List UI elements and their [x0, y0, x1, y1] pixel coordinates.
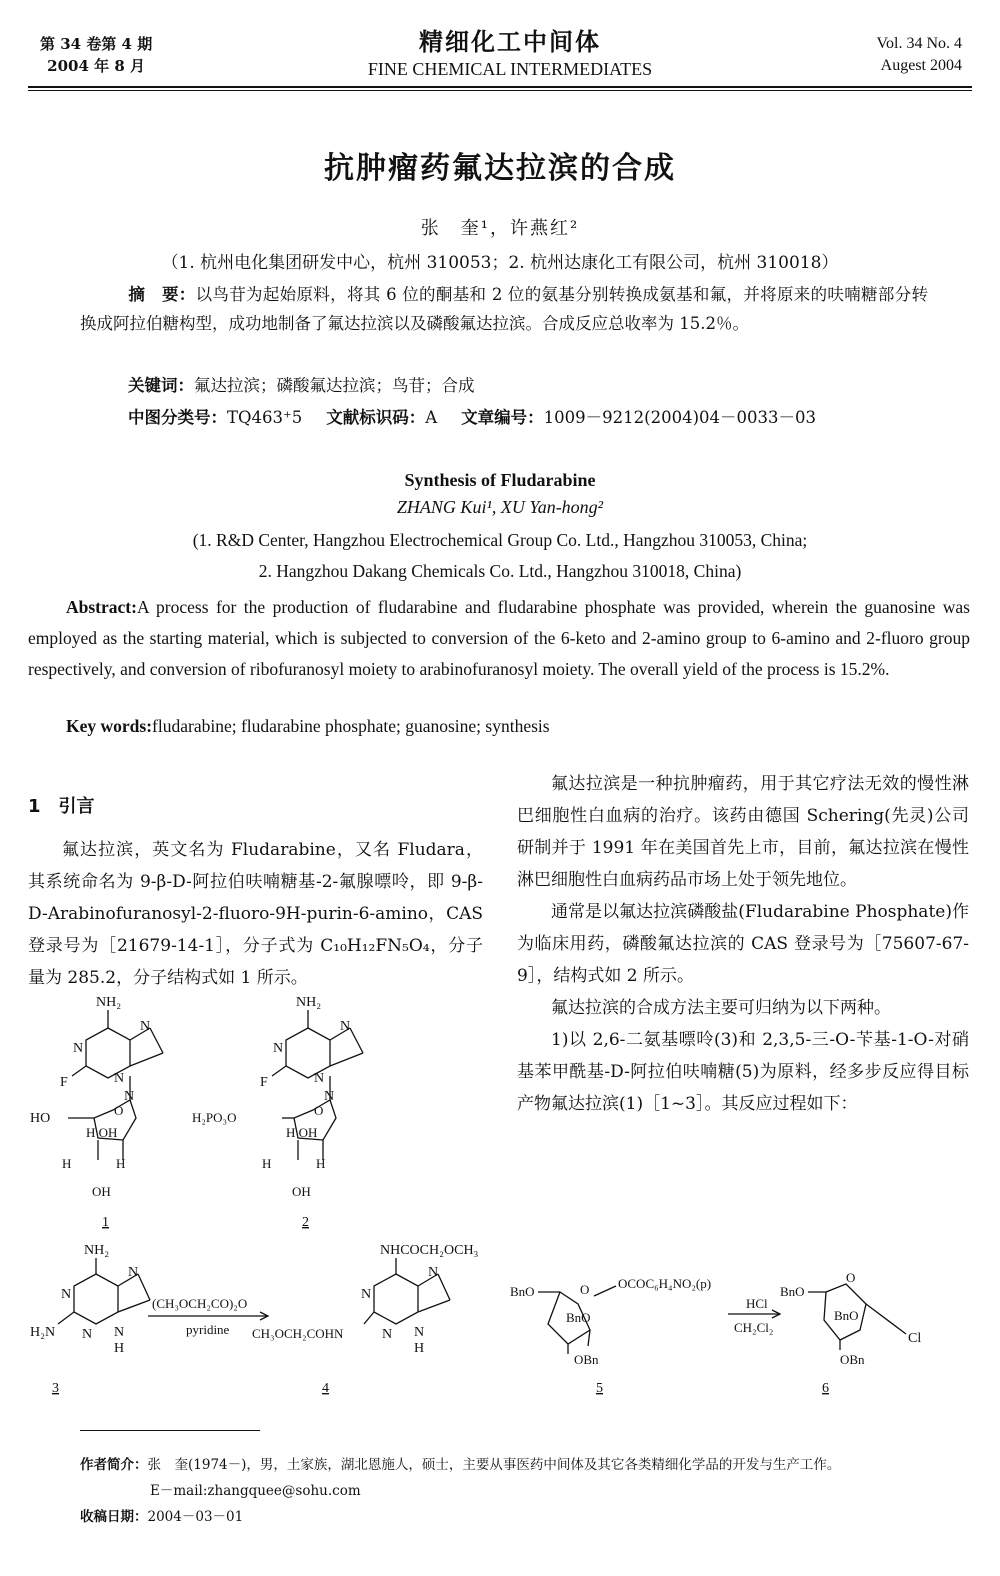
svg-text:O: O — [580, 1282, 590, 1297]
structure-4-label: 4 — [322, 1381, 329, 1396]
svg-text:N: N — [340, 1019, 351, 1034]
section-heading: 1 引言 — [28, 796, 95, 817]
structure-4 — [252, 1243, 479, 1396]
footnote-rule — [80, 1430, 260, 1431]
svg-text:H: H — [116, 1156, 126, 1171]
keywords-cn: 关键词：氟达拉滨；磷酸氟达拉滨；鸟苷；合成 — [128, 376, 475, 395]
svg-text:pyridine: pyridine — [186, 1322, 230, 1337]
en-affiliation-1: (1. R&D Center, Hangzhou Electrochemical Group Co. Ltd., Hangzhou 310053, China; — [192, 530, 808, 550]
svg-text:H: H — [62, 1156, 72, 1171]
svg-text:HCl: HCl — [746, 1296, 768, 1311]
svg-text:N: N — [382, 1327, 393, 1342]
structure-1 — [30, 995, 163, 1230]
svg-text:H: H — [316, 1156, 326, 1171]
en-affiliation-2: 2. Hangzhou Dakang Chemicals Co. Ltd., Hangzhou 310018, China) — [258, 561, 742, 581]
author-bio: 作者简介：张 奎(1974－)，男，土家族，湖北恩施人，硕士，主要从事医药中间体及其它各类精细化学品的开发与生产工作。 — [80, 1457, 841, 1473]
svg-text:N: N — [428, 1265, 439, 1280]
en-keywords: Key words:fludarabine; fludarabine phosphate; guanosine; synthesis — [66, 716, 550, 736]
structure-1-label: 1 — [102, 1215, 109, 1230]
left-column — [28, 834, 483, 994]
affiliations: （1. 杭州电化集团研发中心，杭州 310053；2. 杭州达康化工有限公司，杭州 310018） — [161, 253, 839, 273]
svg-text:H₂PO₃O: H₂PO₃O — [192, 1110, 237, 1125]
svg-text:HO: HO — [30, 1111, 51, 1126]
svg-text:H₂N: H₂N — [30, 1325, 56, 1340]
svg-text:F: F — [60, 1075, 68, 1090]
paper-title: 抗肿瘤药氟达拉滨的合成 — [324, 151, 676, 186]
authors: 张 奎¹，许燕红² — [420, 218, 580, 239]
svg-text:N: N — [361, 1287, 372, 1302]
reaction-arrow-2 — [728, 1296, 780, 1335]
header-rule-thin — [28, 90, 972, 91]
svg-text:OH: OH — [92, 1184, 111, 1199]
svg-text:OCOC₆H₄NO₂(p): OCOC₆H₄NO₂(p) — [618, 1276, 712, 1291]
svg-text:Cl: Cl — [908, 1331, 922, 1346]
structure-2-label: 2 — [302, 1215, 309, 1230]
abstract-cn — [80, 280, 928, 338]
svg-text:CH₂Cl₂: CH₂Cl₂ — [734, 1320, 774, 1335]
right-paragraph-3: 氟达拉滨的合成方法主要可归纳为以下两种。 — [551, 998, 891, 1018]
author-email: E－mail:zhangquee@sohu.com — [150, 1483, 361, 1499]
svg-text:N: N — [61, 1287, 72, 1302]
svg-text:OBn: OBn — [840, 1352, 865, 1367]
structure-6-label: 6 — [822, 1381, 829, 1396]
structure-3 — [30, 1243, 150, 1396]
svg-text:NH₂: NH₂ — [84, 1243, 110, 1258]
journal-title-en: FINE CHEMICAL INTERMEDIATES — [367, 59, 653, 79]
svg-text:O: O — [114, 1103, 124, 1118]
header-issue: 第 34 卷第 4 期 2004 年 8 月 — [40, 35, 153, 75]
structure-3-label: 3 — [52, 1381, 59, 1396]
right-paragraph-1: 氟达拉滨是一种抗肿瘤药，用于其它疗法无效的慢性淋巴细胞性白血病的治疗。该药由德国 Schering(先灵)公司研制并于 1991 年在美国首先上市，目前，氟达拉滨在慢性淋巴细胞性白血病药品市场上处于领先地位。 — [517, 774, 969, 890]
en-authors: ZHANG Kui¹, XU Yan-hong² — [396, 497, 604, 517]
header-volume: Vol. 34 No. 4 Augest 2004 — [876, 35, 962, 74]
received-date: 收稿日期：2004－03－01 — [80, 1509, 244, 1525]
svg-text:N: N — [273, 1041, 284, 1056]
right-column — [517, 768, 969, 1120]
svg-text:F: F — [260, 1075, 268, 1090]
en-abstract: Abstract:A process for the production of fludarabine and fludarabine phosphate was provided, wherein the guanosine was employed as the starting material, which is subjected to conversion of the 6-keto and 2-amino group to 6-amino and 2-fluoro group respectively, and conversion of ribofuranosyl moiety to arabinofuranosyl moiety. The overall yield of the process is 15.2%. — [28, 597, 970, 679]
journal-title-cn: 精细化工中间体 — [419, 27, 601, 56]
svg-text:BnO: BnO — [510, 1284, 535, 1299]
structure-2 — [192, 995, 363, 1230]
svg-text:OH: OH — [292, 1184, 311, 1199]
svg-text:H: H — [262, 1156, 272, 1171]
classification: 中图分类号：TQ463⁺5 文献标识码：A 文章编号：1009－9212(2004)04－0033－03 — [128, 408, 816, 427]
svg-text:H OH: H OH — [86, 1125, 118, 1140]
svg-text:CH₃OCH₂COHN: CH₃OCH₂COHN — [252, 1326, 344, 1341]
svg-text:N: N — [114, 1325, 125, 1340]
svg-text:(CH₃OCH₂CO)₂O: (CH₃OCH₂CO)₂O — [152, 1296, 248, 1311]
svg-text:H OH: H OH — [286, 1125, 318, 1140]
svg-text:NH₂: NH₂ — [96, 995, 122, 1010]
svg-text:N: N — [114, 1071, 125, 1086]
abstract-cn-text: 以鸟苷为起始原料，将其 6 位的酮基和 2 位的氨基分别转换成氨基和氟，并将原来的呋喃糖部分转换成阿拉伯糖构型，成功地制备了氟达拉滨以及磷酸氟达拉滨。合成反应总收率为 15.2％。 — [80, 285, 929, 333]
svg-text:BnO: BnO — [834, 1308, 859, 1323]
svg-text:NH₂: NH₂ — [296, 995, 322, 1010]
svg-text:N: N — [314, 1071, 325, 1086]
svg-text:H: H — [414, 1341, 425, 1356]
structure-6 — [780, 1270, 921, 1396]
en-title: Synthesis of Fludarabine — [404, 470, 596, 490]
svg-text:O: O — [846, 1270, 856, 1285]
svg-text:OBn: OBn — [574, 1352, 599, 1367]
svg-text:BnO: BnO — [780, 1284, 805, 1299]
structures-1-2 — [28, 990, 508, 1230]
svg-text:BnO: BnO — [566, 1310, 591, 1325]
svg-text:H: H — [114, 1341, 125, 1356]
svg-text:N: N — [140, 1019, 151, 1034]
right-paragraph-4: 1)以 2,6-二氨基嘌呤(3)和 2,3,5-三-O-苄基-1-O-对硝基苯甲酰基-D-阿拉伯呋喃糖(5)为原料，经多步反应得目标产物氟达拉滨(1)［1~3］。其反应过程如下： — [517, 1030, 969, 1114]
svg-text:NHCOCH₂OCH₃: NHCOCH₂OCH₃ — [380, 1243, 479, 1258]
left-paragraph: 氟达拉滨，英文名为 Fludarabine，又名 Fludara，其系统命名为 9-β-D-阿拉伯呋喃糖基-2-氟腺嘌呤，即 9-β-D-Arabinofuranosyl-2-fluoro-9H-purin-6-amino，CAS 登录号为［21679-14-1］，分子式为 C₁₀H₁₂FN₅O₄，分子量为 285.2，分子结构式如 1 所示。 — [28, 840, 483, 988]
svg-text:O: O — [314, 1103, 324, 1118]
svg-text:N: N — [324, 1089, 335, 1104]
svg-text:N: N — [414, 1325, 425, 1340]
svg-text:N: N — [73, 1041, 84, 1056]
right-paragraph-2: 通常是以氟达拉滨磷酸盐(Fludarabine Phosphate)作为临床用药，磷酸氟达拉滨的 CAS 登录号为［75607-67-9］，结构式如 2 所示。 — [517, 902, 969, 986]
reaction-scheme — [28, 1238, 978, 1398]
abstract-cn-label: 摘 要： — [128, 285, 196, 304]
header-rule — [28, 86, 972, 88]
journal-title — [300, 22, 720, 80]
svg-text:N: N — [82, 1327, 93, 1342]
svg-text:N: N — [124, 1089, 135, 1104]
structure-5-label: 5 — [596, 1381, 603, 1396]
reaction-arrow-1 — [148, 1296, 268, 1337]
structure-5 — [510, 1276, 711, 1396]
svg-text:N: N — [128, 1265, 139, 1280]
